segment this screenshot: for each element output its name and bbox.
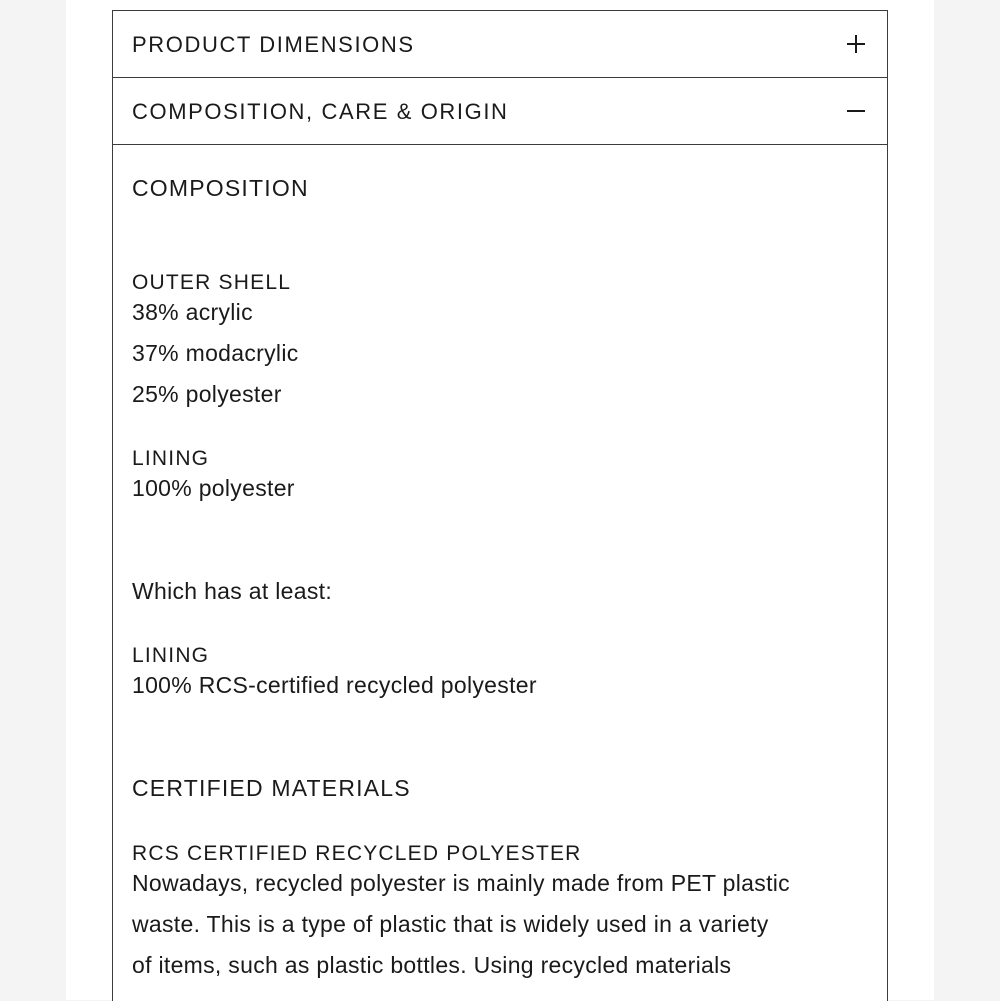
rcs-description-line: Nowadays, recycled polyester is mainly made from PET plastic [132, 870, 790, 896]
rcs-description-line: waste. This is a type of plastic that is widely used in a variety [132, 911, 769, 937]
lining-material: 100% polyester [132, 475, 295, 501]
composition-panel [113, 145, 887, 1001]
certified-materials-heading: CERTIFIED MATERIALS [132, 775, 411, 801]
lining-recycled-label: LINING [132, 644, 210, 667]
plus-icon[interactable] [847, 35, 865, 53]
rcs-description-line: of items, such as plastic bottles. Using recycled materials [132, 952, 732, 978]
lining-recycled-material: 100% RCS-certified recycled polyester [132, 672, 537, 698]
outer-shell-label: OUTER SHELL [132, 271, 292, 294]
product-info-accordion [112, 10, 888, 1001]
outer-shell-material: 37% modacrylic [132, 340, 299, 366]
rcs-label: RCS CERTIFIED RECYCLED POLYESTER [132, 842, 582, 865]
outer-shell-material: 25% polyester [132, 381, 282, 407]
composition-heading: COMPOSITION [132, 175, 309, 201]
at-least-intro: Which has at least: [132, 578, 333, 604]
accordion-title-composition-care-origin: COMPOSITION, CARE & ORIGIN [132, 99, 509, 124]
accordion-header-composition-care-origin[interactable] [113, 78, 887, 145]
accordion-header-product-dimensions[interactable] [113, 11, 887, 78]
outer-shell-material: 38% acrylic [132, 299, 253, 325]
minus-icon[interactable] [847, 102, 865, 120]
accordion-title-product-dimensions: PRODUCT DIMENSIONS [132, 32, 415, 57]
lining-label: LINING [132, 447, 210, 470]
